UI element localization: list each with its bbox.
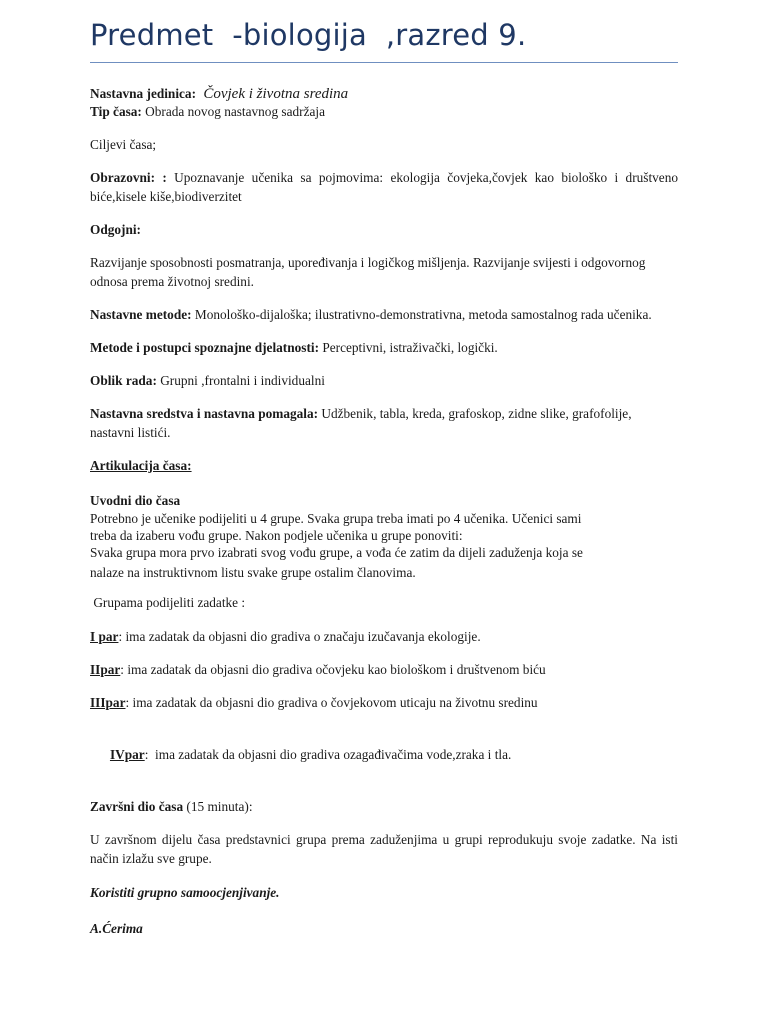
uvodni-heading: Uvodni dio časa <box>90 493 181 508</box>
zavrsni-line <box>90 797 678 816</box>
metode-text: Monološko-dijaloška; ilustrativno-demonstrativna, metoda samostalnog rada učenika. <box>194 307 652 322</box>
tip-label: Tip časa: <box>90 104 142 119</box>
zavrsni-text: U završnom dijelu časa predstavnici grupa prema zaduženjima u grupi reprodukuju svoje zadatke. Na isti način izlažu sve grupe. <box>90 832 678 866</box>
sredstva-text: Udžbenik, tabla, kreda, grafoskop, zidne slike, grafofolije, nastavni listići. <box>90 406 632 440</box>
pair-1-label: I par <box>90 629 119 644</box>
ciljevi-heading: Ciljevi časa; <box>90 137 157 152</box>
page-title: Predmet -biologija ,razred 9. <box>90 18 527 52</box>
uvodni-line-3: Svaka grupa mora prvo izabrati svog vođu grupe, a vođa će zatim da dijeli zaduženja koja se <box>90 545 583 560</box>
artikulacija-heading: Artikulacija časa: <box>90 458 192 473</box>
odgojni-label: Odgojni: <box>90 222 141 237</box>
pair-4 <box>90 726 678 783</box>
obrazovni-text: Upoznavanje učenika sa pojmovima: ekologija čovjeka,čovjek kao biološko i društveno biće,kisele kiše,biodiverzitet <box>90 170 678 204</box>
uvodni-line-4: nalaze na instruktivnom listu svake grupe ostalim članovima. <box>90 565 416 580</box>
pair-3-text: : ima zadatak da objasni dio gradiva o čovjekovom uticaju na životnu sredinu <box>125 695 538 710</box>
zavrsni-suffix: (15 minuta): <box>183 799 253 814</box>
uvodni-line-2: treba da izaberu vođu grupe. Nakon podjele učenika u grupe ponoviti: <box>90 528 463 543</box>
document-body <box>90 84 678 938</box>
obrazovni-label: Obrazovni: : <box>90 170 167 185</box>
tip-value: Obrada novog nastavnog sadržaja <box>145 104 325 119</box>
sredstva-paragraph <box>90 404 678 442</box>
postupci-text: Perceptivni, istraživački, logički. <box>322 340 498 355</box>
pair-2 <box>90 660 678 679</box>
jedinica-value: Čovjek i životna sredina <box>203 86 349 102</box>
odgojni-text: Razvijanje sposobnosti posmatranja, upoređivanja i logičkog mišljenja. Razvijanje svijesti i odgovornog odnosa prema životnoj sredini. <box>90 255 646 289</box>
pair-4-text: : ima zadatak da objasni dio gradiva ozagađivačima vode,zraka i tla. <box>144 747 512 762</box>
sredstva-label: Nastavna sredstva i nastavna pomagala: <box>90 406 319 421</box>
metode-label: Nastavne metode: <box>90 307 192 322</box>
postupci-label: Metode i postupci spoznajne djelatnosti: <box>90 340 320 355</box>
title-divider <box>90 62 678 63</box>
postupci-paragraph <box>90 338 678 357</box>
pair-2-label: IIpar <box>90 662 121 677</box>
obrazovni-paragraph <box>90 168 678 206</box>
pair-4-label: IVpar <box>109 747 145 762</box>
jedinica-line <box>90 84 678 104</box>
grupama-line: Grupama podijeliti zadatke : <box>90 595 246 610</box>
tip-line <box>90 102 678 121</box>
zavrsni-label: Završni dio časa <box>90 799 184 814</box>
uvodni-paragraph <box>90 510 678 581</box>
oblik-paragraph <box>90 371 678 390</box>
samoocjenjivanje-line: Koristiti grupno samoocjenjivanje. <box>90 885 280 900</box>
pair-2-text: : ima zadatak da objasni dio gradiva očovjeku kao biološkom i društvenom biću <box>120 662 546 677</box>
oblik-label: Oblik rada: <box>90 373 157 388</box>
author-signature: A.Ćerima <box>90 921 143 936</box>
pair-1 <box>90 627 678 646</box>
jedinica-label: Nastavna jedinica: <box>90 86 197 101</box>
oblik-text: Grupni ,frontalni i individualni <box>160 373 325 388</box>
pair-3 <box>90 693 678 712</box>
pair-3-label: IIIpar <box>90 695 126 710</box>
pair-1-text: : ima zadatak da objasni dio gradiva o značaju izučavanja ekologije. <box>118 629 481 644</box>
metode-paragraph <box>90 305 678 324</box>
uvodni-line-1: Potrebno je učenike podijeliti u 4 grupe. Svaka grupa treba imati po 4 učenika. Učenici sami <box>90 511 582 526</box>
